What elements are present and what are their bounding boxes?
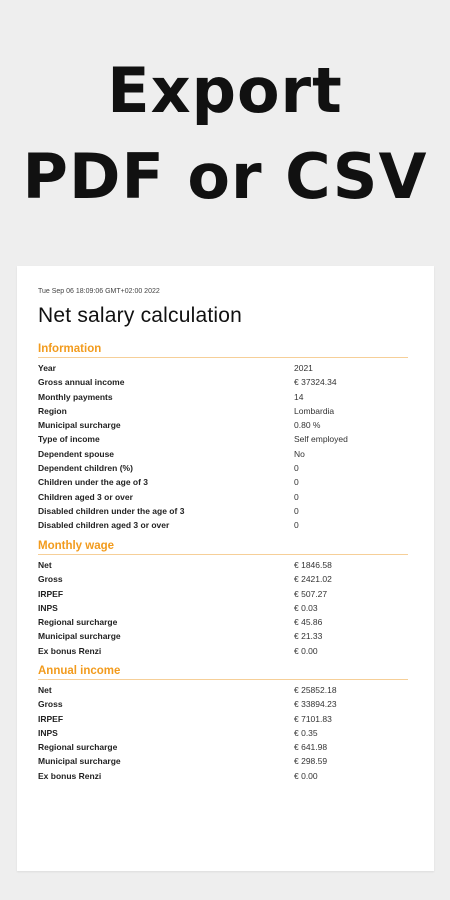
row-value: € 0.00 [294, 645, 318, 656]
document-timestamp: Tue Sep 06 18:09:06 GMT+02:00 2022 [38, 288, 160, 295]
table-row [38, 490, 408, 504]
table-row [38, 504, 408, 518]
row-label: Year [38, 363, 56, 373]
section-monthly-wage [38, 539, 408, 658]
table-row [38, 375, 408, 389]
row-value: € 298.59 [294, 756, 328, 767]
table-row [38, 740, 408, 754]
document-title: Net salary calculation [38, 304, 242, 327]
row-label: Net [38, 685, 52, 695]
row-value: 0 [294, 477, 299, 488]
row-label: Gross [38, 699, 63, 710]
row-value: Lombardia [294, 405, 335, 416]
row-value: 2021 [294, 363, 313, 373]
table-row [38, 558, 408, 572]
section-header: Annual income [38, 664, 408, 680]
row-label: Gross annual income [38, 377, 125, 388]
table-row [38, 475, 408, 489]
row-value: 0.80 % [294, 420, 321, 431]
table-row [38, 418, 408, 432]
row-label: Regional surcharge [38, 742, 118, 753]
row-value: 0 [294, 491, 299, 502]
table-row [38, 461, 408, 475]
section-annual-income [38, 664, 408, 783]
table-row [38, 361, 408, 375]
row-label: INPS [38, 727, 58, 738]
row-label: Regional surcharge [38, 617, 118, 628]
table-row [38, 447, 408, 461]
headline-line-1: Export [107, 54, 343, 127]
section-header: Monthly wage [38, 539, 408, 555]
section-rows [38, 558, 408, 658]
row-value: € 33894.23 [294, 699, 337, 710]
row-value: € 0.03 [294, 602, 318, 613]
table-row [38, 615, 408, 629]
row-label: INPS [38, 602, 58, 613]
row-label: Municipal surcharge [38, 756, 121, 767]
row-value: € 21.33 [294, 631, 323, 642]
row-value: Self employed [294, 434, 348, 445]
row-value: € 641.98 [294, 742, 328, 753]
row-value: € 25852.18 [294, 685, 337, 695]
row-label: Disabled children under the age of 3 [38, 505, 185, 516]
row-label: Gross [38, 574, 63, 585]
table-row [38, 697, 408, 711]
table-row [38, 726, 408, 740]
table-row [38, 390, 408, 404]
row-label: Children under the age of 3 [38, 477, 149, 488]
table-row [38, 629, 408, 643]
table-row [38, 518, 408, 532]
section-header: Information [38, 342, 408, 358]
section-information [38, 342, 408, 533]
row-label: Disabled children aged 3 or over [38, 520, 170, 531]
row-label: Dependent children (%) [38, 463, 133, 474]
row-value: € 37324.34 [294, 377, 337, 388]
row-label: Monthly payments [38, 391, 113, 402]
table-row [38, 601, 408, 615]
row-value: 0 [294, 520, 299, 531]
table-row [38, 712, 408, 726]
row-label: Ex bonus Renzi [38, 645, 102, 656]
table-row [38, 644, 408, 658]
row-value: No [294, 448, 305, 459]
row-label: Children aged 3 or over [38, 491, 133, 502]
row-value: 0 [294, 463, 299, 474]
row-value: € 7101.83 [294, 713, 332, 724]
table-row [38, 404, 408, 418]
row-value: € 0.00 [294, 770, 318, 781]
table-row [38, 572, 408, 586]
row-value: € 507.27 [294, 588, 328, 599]
table-row [38, 769, 408, 783]
pdf-document-preview [17, 266, 434, 871]
row-label: Dependent spouse [38, 448, 115, 459]
table-row [38, 587, 408, 601]
section-rows [38, 361, 408, 533]
row-value: € 45.86 [294, 617, 323, 628]
row-label: Type of income [38, 434, 100, 445]
row-value: € 2421.02 [294, 574, 332, 585]
row-value: 14 [294, 391, 304, 402]
row-label: Municipal surcharge [38, 631, 121, 642]
row-value: € 0.35 [294, 727, 318, 738]
row-label: Net [38, 560, 52, 570]
row-value: 0 [294, 505, 299, 516]
table-row [38, 432, 408, 446]
headline-line-2: PDF or CSV [22, 140, 428, 213]
row-value: € 1846.58 [294, 560, 332, 570]
row-label: Ex bonus Renzi [38, 770, 102, 781]
table-row [38, 754, 408, 768]
row-label: IRPEF [38, 713, 64, 724]
row-label: Municipal surcharge [38, 420, 121, 431]
section-rows [38, 683, 408, 783]
promo-headline [0, 48, 450, 220]
row-label: IRPEF [38, 588, 64, 599]
table-row [38, 683, 408, 697]
row-label: Region [38, 405, 67, 416]
